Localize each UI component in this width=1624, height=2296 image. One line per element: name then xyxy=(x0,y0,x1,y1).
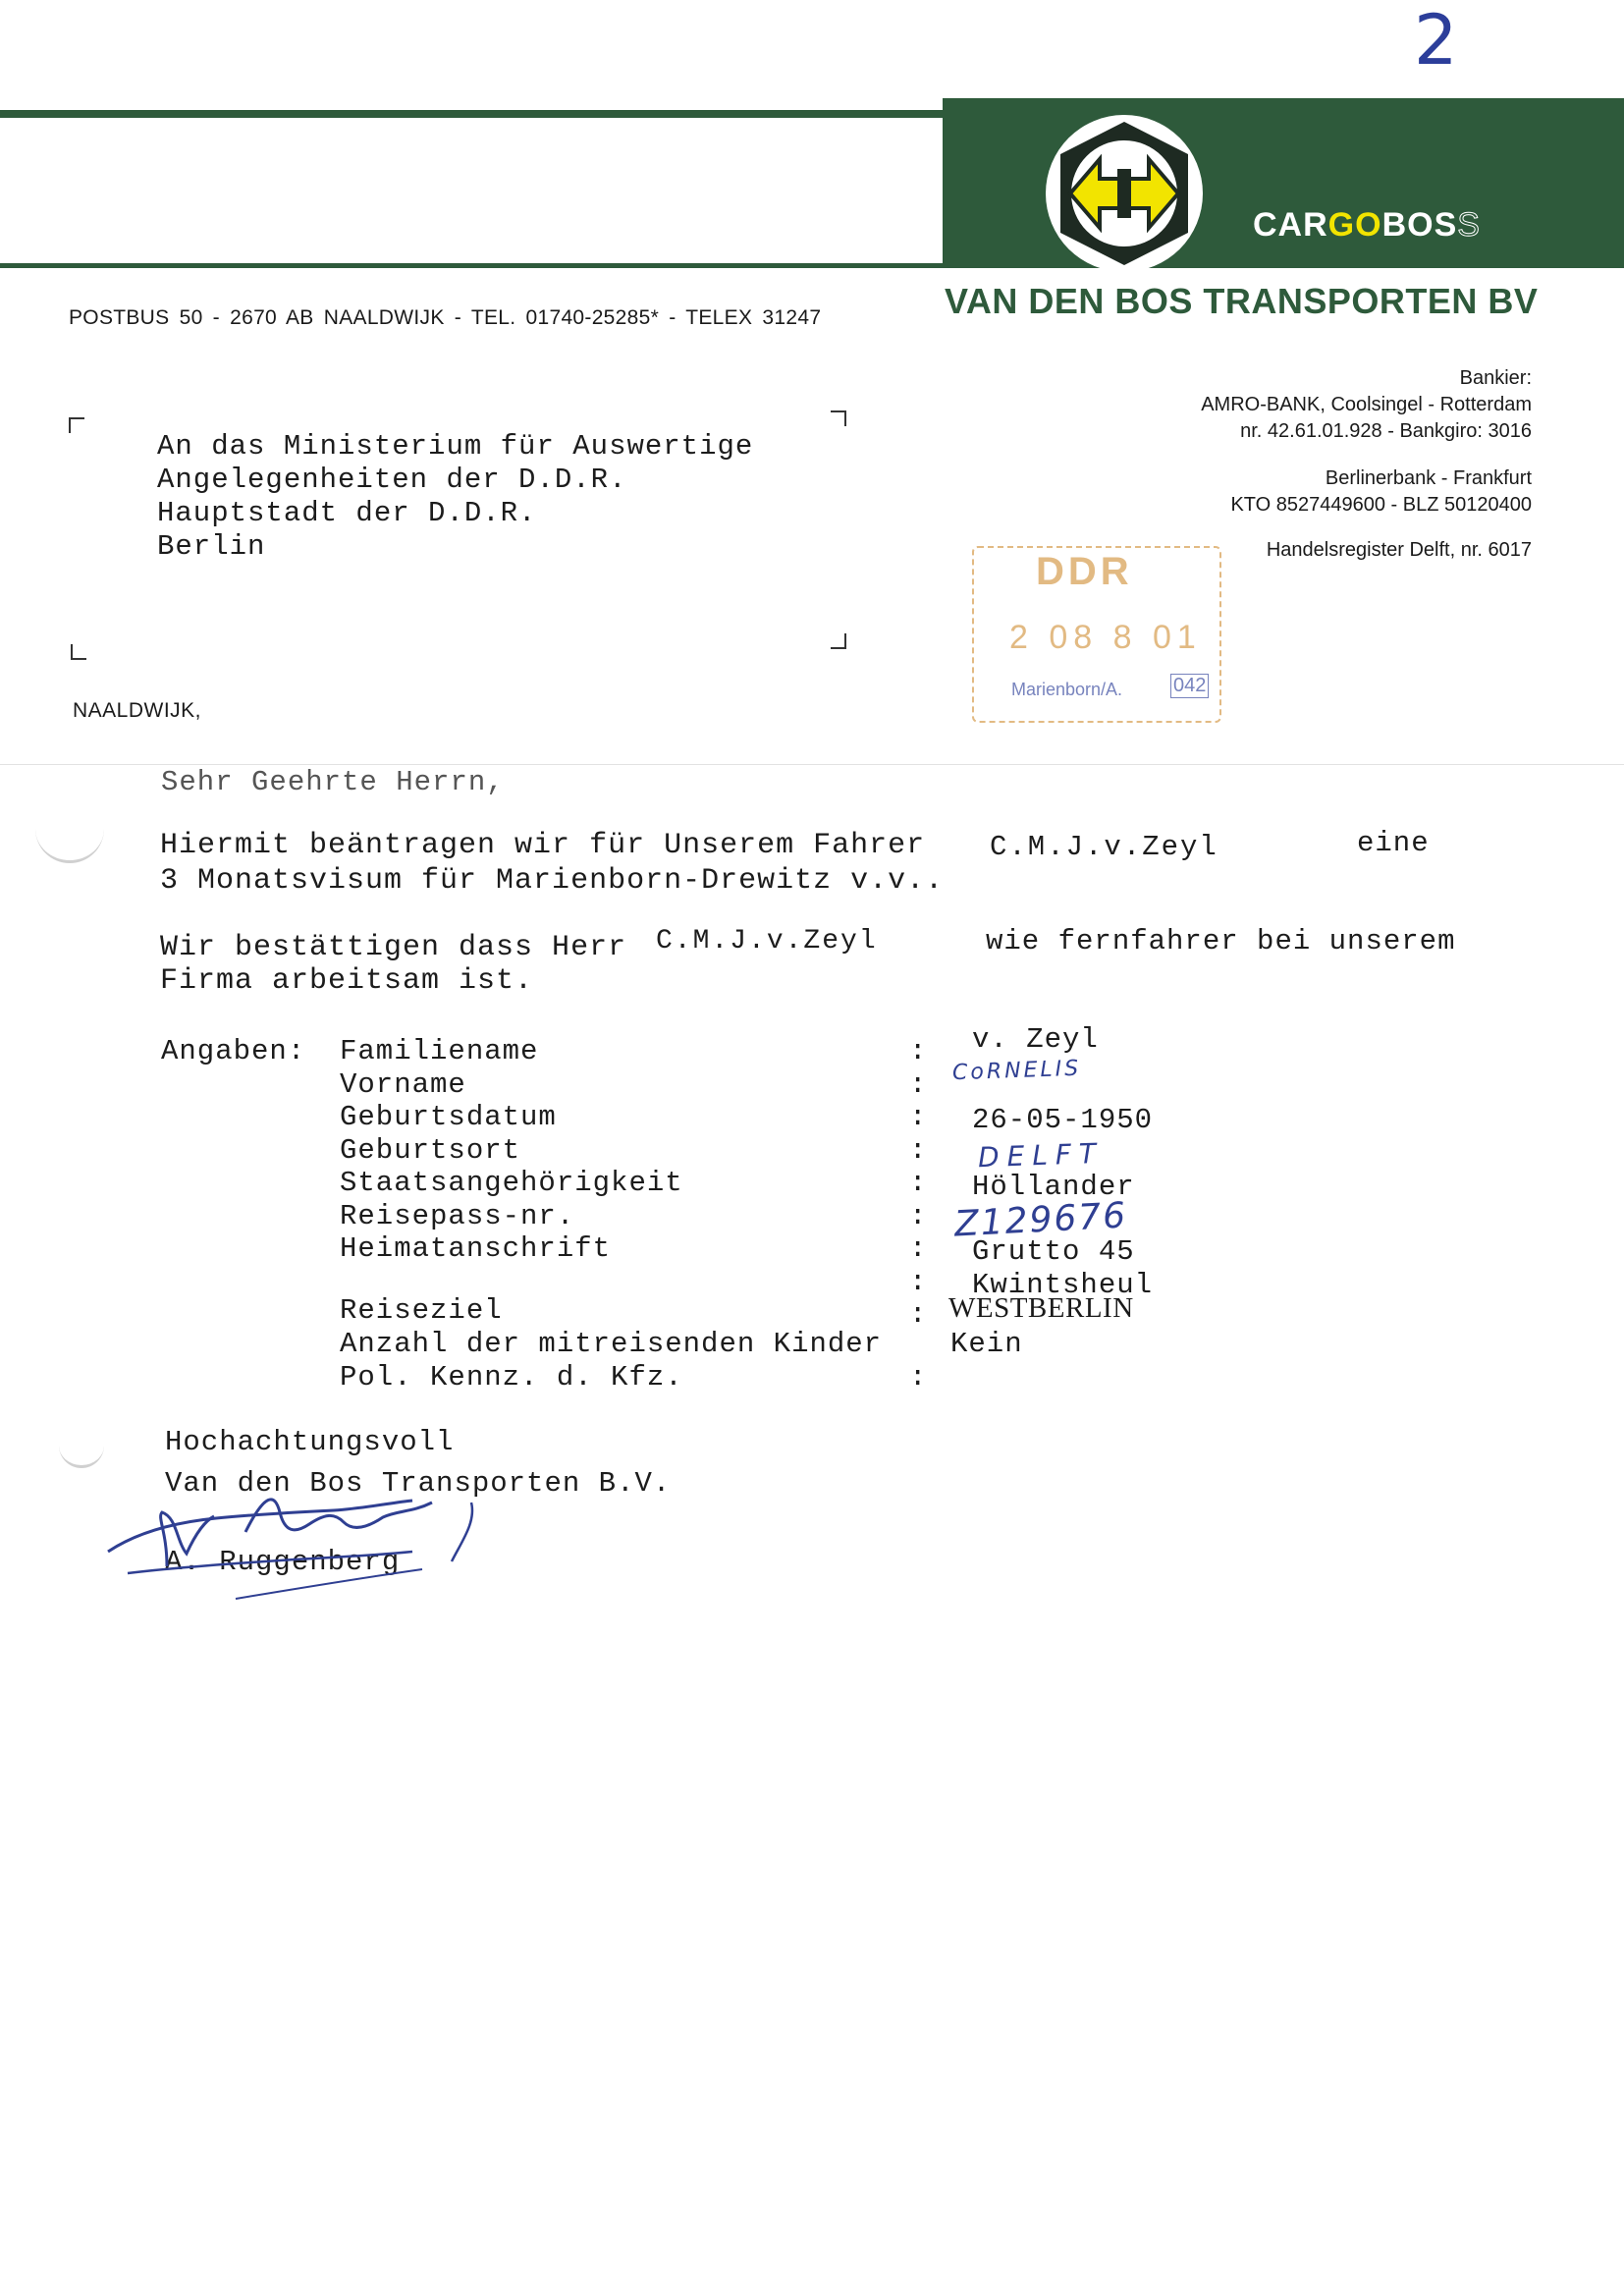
brand-s: S xyxy=(1457,206,1481,244)
detail-label: Anzahl der mitreisenden Kinder xyxy=(340,1328,883,1360)
details-labels-lower xyxy=(340,1294,882,1394)
recipient-line: An das Ministerium für Auswertige xyxy=(157,430,754,463)
paragraph1-line1: Hiermit beäntragen wir für Unserem Fahrer xyxy=(160,829,926,862)
bank-info-line: Bankier: xyxy=(1459,367,1532,389)
detail-label: Vorname xyxy=(340,1067,466,1101)
window-corner-bottom-left xyxy=(71,644,86,660)
bank-info-line: nr. 42.61.01.928 - Bankgiro: 3016 xyxy=(1240,420,1532,442)
colon: : xyxy=(909,1232,927,1265)
place-line: NAALDWIJK, xyxy=(73,699,202,722)
punch-hole-mark xyxy=(35,825,104,863)
colon: : xyxy=(909,1265,927,1298)
bank-info xyxy=(1060,365,1532,564)
salutation: Sehr Geehrte Herrn, xyxy=(161,766,505,798)
colon: : xyxy=(909,1298,927,1331)
colon: : xyxy=(909,1167,927,1199)
recipient-line: Berlin xyxy=(157,530,266,563)
stamp-code: 042 xyxy=(1170,674,1209,698)
details-labels xyxy=(340,1035,683,1266)
bank-info-line: AMRO-BANK, Coolsingel - Rotterdam xyxy=(1201,394,1532,415)
header-band-left xyxy=(0,110,943,118)
colon: : xyxy=(909,1101,927,1133)
paragraph1-line2: 3 Monatsvisum für Marienborn-Drewitz v.v.. xyxy=(160,864,945,898)
colon: : xyxy=(909,1035,927,1067)
stamp-date: 2 08 8 01 xyxy=(1009,619,1202,656)
value-first-name: CoRNELIS xyxy=(951,1056,1082,1086)
ddr-border-stamp xyxy=(972,546,1237,727)
sender-address-line: POSTBUS 50 - 2670 AB NAALDWIJK - TEL. 01740-25285* - TELEX 31247 xyxy=(69,306,822,329)
closing-greeting: Hochachtungsvoll xyxy=(165,1426,455,1458)
punch-hole-mark xyxy=(59,1440,104,1468)
paragraph2-prefix: Wir bestättigen dass Herr xyxy=(160,931,627,964)
company-name: VAN DEN BOS TRANSPORTEN BV xyxy=(945,281,1539,321)
detail-label: Staatsangehörigkeit xyxy=(340,1167,683,1199)
paragraph1-tail: eine xyxy=(1357,827,1430,859)
detail-label: Geburtsdatum xyxy=(340,1101,557,1133)
colon: : xyxy=(909,1067,927,1101)
paragraph2-tail: wie fernfahrer bei unserem xyxy=(986,925,1456,957)
detail-label: Reiseziel xyxy=(340,1294,503,1327)
bank-info-line: KTO 8527449600 - BLZ 50120400 xyxy=(1230,494,1532,516)
header-bottom-rule xyxy=(0,263,1624,268)
brand-go: GO xyxy=(1327,206,1382,244)
window-corner-top-left xyxy=(69,417,84,433)
paragraph2-line2: Firma arbeitsam ist. xyxy=(160,964,534,998)
detail-label: Geburtsort xyxy=(340,1133,521,1167)
detail-colon-last: : xyxy=(909,1361,927,1394)
recipient-line: Hauptstadt der D.D.R. xyxy=(157,497,537,529)
value-passport-number: Z129676 xyxy=(953,1195,1129,1245)
colon: : xyxy=(909,1133,927,1167)
bank-info-line: Berlinerbank - Frankfurt xyxy=(1325,467,1532,489)
window-corner-top-right xyxy=(831,410,846,426)
handwritten-signature-icon xyxy=(98,1473,511,1611)
value-children: Kein xyxy=(950,1328,1023,1360)
value-nationality: Höllander xyxy=(972,1171,1135,1203)
detail-colons xyxy=(909,1035,926,1332)
closing-company: Van den Bos Transporten B.V. xyxy=(165,1467,672,1500)
stamp-top: DDR xyxy=(1036,550,1133,593)
value-family-name: v. Zeyl xyxy=(972,1023,1099,1056)
detail-label: Familiename xyxy=(340,1035,539,1067)
recipient-address xyxy=(157,430,753,564)
header-white-panel xyxy=(0,118,948,261)
stamp-place: Marienborn/A. xyxy=(1011,680,1123,699)
value-birth-date: 26-05-1950 xyxy=(972,1104,1154,1136)
brand-wordmark xyxy=(1253,206,1481,245)
bank-info-line: Handelsregister Delft, nr. 6017 xyxy=(1266,539,1532,561)
cargoboss-logo-icon xyxy=(1041,110,1208,277)
details-heading: Angaben: xyxy=(161,1035,306,1067)
detail-label: Reisepass-nr. xyxy=(340,1199,575,1232)
closing-signatory: A. Ruggenberg xyxy=(165,1546,401,1578)
paragraph1-name: C.M.J.v.Zeyl xyxy=(990,831,1218,863)
colon: : xyxy=(909,1199,927,1232)
paragraph2-name: C.M.J.v.Zeyl xyxy=(656,926,878,957)
brand-cargo: CAR xyxy=(1253,206,1328,244)
page-number-annotation: 2 xyxy=(1414,0,1458,81)
value-address-2: Kwintsheul xyxy=(972,1269,1154,1301)
recipient-line: Angelegenheiten der D.D.R. xyxy=(157,464,627,496)
brand-boss: BOS xyxy=(1381,206,1458,244)
value-destination: WESTBERLIN xyxy=(948,1292,1134,1324)
value-address-1: Grutto 45 xyxy=(972,1235,1135,1268)
window-corner-bottom-right xyxy=(831,633,846,649)
fold-line xyxy=(0,764,1624,765)
value-birth-place: DELFT xyxy=(977,1136,1105,1175)
detail-label: Pol. Kennz. d. Kfz. xyxy=(340,1361,683,1394)
detail-label: Heimatanschrift xyxy=(340,1232,612,1265)
